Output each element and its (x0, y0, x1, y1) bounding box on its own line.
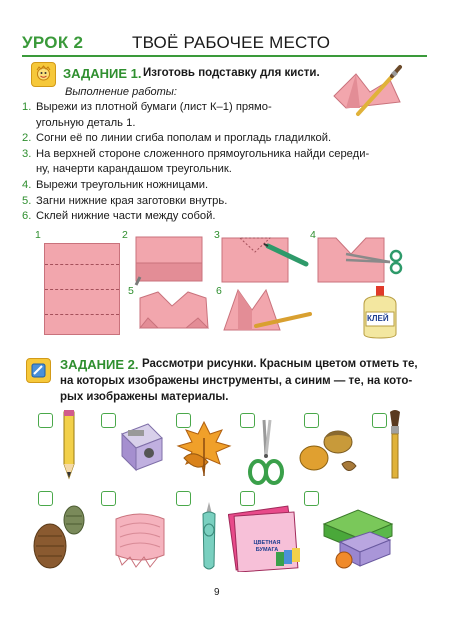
panel-number: 4 (310, 229, 316, 241)
paper-blank-illustration (44, 243, 120, 335)
panel-number: 5 (128, 285, 134, 297)
step-text: Согни её по линии сгиба пополам и прогладь гладилкой. (36, 132, 332, 145)
step-number (22, 162, 36, 178)
step-text: Склей нижние части между собой. (36, 210, 216, 223)
pine-cones-icon (26, 500, 96, 572)
paintbrush-icon (380, 408, 410, 480)
step-number: 5. (22, 194, 32, 207)
step-text: На верхней стороне сложенного прямоугольника найди середи- (36, 147, 370, 160)
step-text: угольную деталь 1. (36, 116, 136, 129)
task1-label: ЗАДАНИЕ 1. (63, 66, 142, 81)
task2-instruction-line2: на которых изображены инструменты, а синим — те, на кото- (60, 375, 413, 387)
panel-number: 3 (214, 229, 220, 241)
header-divider (22, 55, 427, 57)
paper-pack-label: ЦВЕТНАЯ БУМАГА (253, 540, 281, 553)
gluing-illustration (222, 286, 312, 338)
panel-number: 1 (35, 229, 41, 241)
glue-label: КЛЕЙ (367, 314, 389, 323)
step-2 (22, 131, 402, 147)
pencil-icon (56, 408, 82, 480)
step-number (22, 116, 36, 132)
task2-badge-icon (26, 358, 51, 383)
step-text: Загни нижние края заготовки внутрь. (36, 194, 228, 207)
cutting-triangle-illustration (316, 232, 406, 287)
task1-steps (22, 100, 402, 225)
step-number: 2. (22, 132, 32, 145)
step-3 (22, 147, 402, 163)
task2-label: ЗАДАНИЕ 2. (60, 357, 139, 372)
colored-paper-pack-icon (228, 502, 308, 572)
checkbox-plasticine[interactable] (304, 491, 319, 506)
folded-paper-illustration (130, 233, 210, 288)
step-number: 1. (22, 101, 32, 113)
fabric-icon (110, 505, 170, 571)
checkbox-seam-ripper[interactable] (176, 491, 191, 506)
drawing-triangle-illustration (220, 232, 310, 287)
task2-instruction-line3: рых изображены материалы. (60, 391, 229, 403)
step-text: Вырежи из плотной бумаги (лист К–1) прямо- (36, 101, 272, 113)
page-number: 9 (214, 587, 220, 598)
step-1 (22, 100, 402, 116)
lesson-number: УРОК 2 (22, 33, 84, 52)
step-text: Вырежи треугольник ножницами. (36, 178, 209, 191)
autumn-leaves-icon (174, 418, 236, 480)
seam-ripper-icon (196, 500, 222, 574)
step-1-cont (22, 116, 402, 132)
task1-instruction: Изготовь подставку для кисти. (143, 67, 320, 79)
task2-instruction-line1: Рассмотри рисунки. Красным цветом отметь те, (142, 358, 418, 370)
folding-edges-illustration (136, 288, 216, 336)
task1-badge-icon (31, 62, 56, 87)
panel-number: 2 (122, 229, 128, 241)
acorns-icon (292, 418, 362, 480)
task1-subtitle: Выполнение работы: (65, 86, 177, 98)
checkbox-fabric[interactable] (101, 491, 116, 506)
panel-number: 6 (216, 285, 222, 297)
sharpener-icon (114, 418, 166, 474)
scissors-icon (246, 416, 286, 488)
step-number: 4. (22, 178, 32, 191)
glue-bottle-icon (356, 284, 404, 340)
checkbox-pencil[interactable] (38, 413, 53, 428)
plasticine-icon (318, 494, 398, 574)
page-title: ТВОЁ РАБОЧЕЕ МЕСТО (132, 33, 331, 52)
step-6 (22, 209, 402, 225)
step-text: ну, начерти карандашом треугольник. (36, 163, 232, 176)
step-5 (22, 194, 402, 210)
step-3-cont (22, 162, 402, 178)
step-4 (22, 178, 402, 194)
step-number: 3. (22, 147, 32, 160)
step-number: 6. (22, 210, 32, 223)
